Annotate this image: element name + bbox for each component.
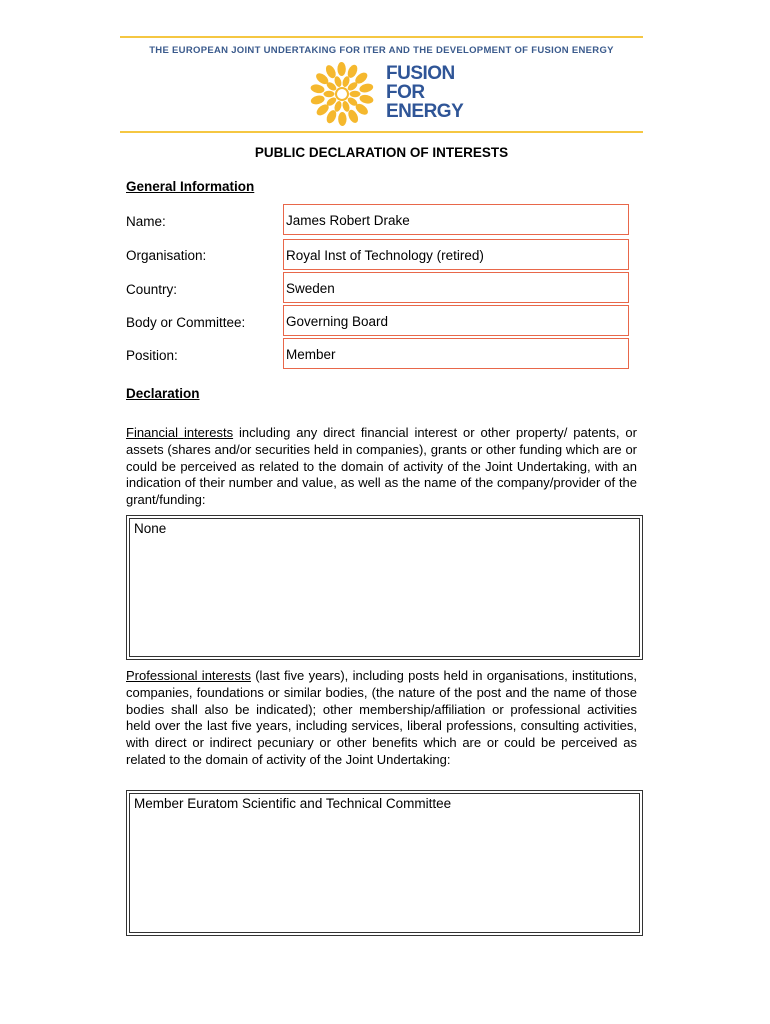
- body-or-committee-label: Body or Committee:: [126, 315, 246, 330]
- logo-line-2: FOR: [386, 82, 425, 103]
- logo-petal: [359, 94, 374, 105]
- logo-wordmark: [386, 64, 463, 121]
- professional-interests-term: Professional interests: [126, 668, 251, 683]
- financial-interests-description: including any direct financial interest or other property/ patents, or assets (shares and/or securities held in companies), grants or other funding which are or could be perceived as related to the domain of activity of the Joint Undertaking, with an indication of their number and value, as well as the name of the company/provider of the grant/funding:: [126, 425, 637, 508]
- name-field[interactable]: [283, 204, 629, 235]
- body-or-committee-value: Governing Board: [286, 314, 389, 329]
- logo-petal: [324, 91, 335, 97]
- body-or-committee-field[interactable]: [283, 305, 629, 336]
- logo-petal: [337, 62, 346, 76]
- financial-interests-term: Financial interests: [126, 425, 234, 440]
- sunburst-logo-icon: [306, 60, 378, 128]
- document-title: PUBLIC DECLARATION OF INTERESTS: [254, 145, 509, 160]
- organisation-label: Organisation:: [126, 248, 207, 263]
- logo-petal: [338, 112, 347, 126]
- country-value: Sweden: [286, 281, 335, 296]
- professional-interests-description: (last five years), including posts held in organisations, institutions, companies, foundations or similar bodies, (the nature of the post and the name of those bodies shall also be indicated); other membership/affiliation or professional activities held over the last five years, including services, liberal professions, consulting activities, with direct or indirect pecuniary or other benefits which are or could be perceived as related to the domain of activity of the Joint Undertaking:: [126, 668, 637, 767]
- financial-interests-answer: None: [134, 521, 167, 536]
- position-label: Position:: [126, 348, 178, 363]
- header-bottom-rule: [120, 131, 643, 133]
- logo-line-1: FUSION: [386, 63, 455, 84]
- country-label: Country:: [126, 282, 178, 297]
- general-information-heading: General Information: [126, 179, 255, 194]
- organisation-field[interactable]: [283, 239, 629, 270]
- financial-interests-text: [126, 425, 637, 509]
- logo-line-3: ENERGY: [386, 101, 464, 122]
- financial-interests-answer-box[interactable]: [126, 515, 643, 660]
- logo-petal: [310, 94, 326, 105]
- name-label: Name:: [126, 214, 166, 229]
- declaration-heading: Declaration: [126, 386, 200, 401]
- professional-interests-answer: Member Euratom Scientific and Technical Committee: [134, 796, 452, 811]
- professional-interests-text: [126, 668, 637, 769]
- professional-interests-answer-box[interactable]: [126, 790, 643, 936]
- position-field[interactable]: [283, 338, 629, 369]
- organisation-line: THE EUROPEAN JOINT UNDERTAKING FOR ITER AND THE DEVELOPMENT OF FUSION ENERGY: [149, 45, 614, 56]
- position-value: Member: [286, 347, 336, 362]
- logo-petal: [310, 83, 325, 94]
- logo-petal: [358, 82, 374, 93]
- logo-petal: [350, 91, 361, 97]
- organisation-value: Royal Inst of Technology (retired): [286, 248, 484, 263]
- fusion-for-energy-logo: [306, 60, 466, 130]
- name-value: James Robert Drake: [286, 213, 410, 228]
- header-top-rule: [120, 36, 643, 38]
- financial-interests-answer-inner: [129, 518, 640, 657]
- professional-interests-answer-inner: [129, 793, 640, 933]
- country-field[interactable]: [283, 272, 629, 303]
